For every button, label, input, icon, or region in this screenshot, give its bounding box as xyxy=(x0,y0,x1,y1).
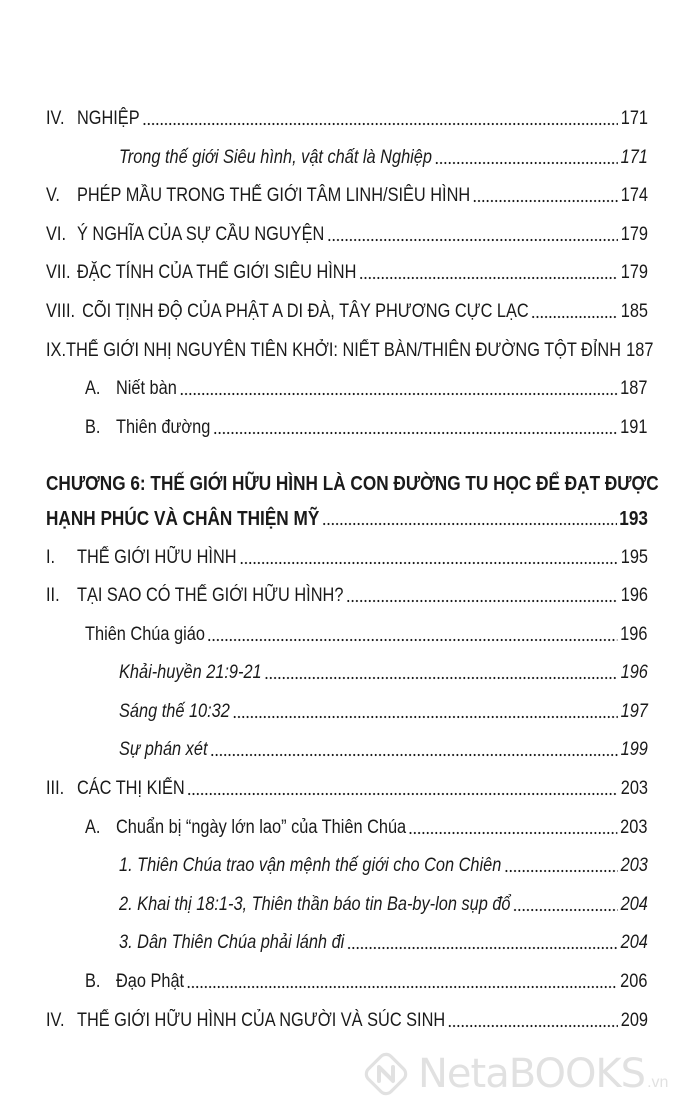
watermark-suffix: .vn xyxy=(647,1074,669,1091)
entry-number: IV. xyxy=(46,1010,65,1031)
chapter-heading: CHƯƠNG 6: THẾ GIỚI HỮU HÌNH LÀ CON ĐƯỜNG TU HỌC ĐỂ ĐẠT ĐƯỢC xyxy=(46,473,659,495)
entry-page: 171 xyxy=(620,108,648,129)
toc-entry xyxy=(46,223,648,247)
entry-title: Niết bàn xyxy=(115,378,177,399)
entry-page: 187 xyxy=(626,340,654,361)
toc-entry xyxy=(46,107,648,131)
toc-entry xyxy=(46,507,648,531)
entry-page: 203 xyxy=(620,778,648,799)
entry-title: 3. Dân Thiên Chúa phải lánh đi xyxy=(119,932,345,953)
entry-number: B. xyxy=(85,971,101,992)
entry-page: 191 xyxy=(620,417,648,438)
dot-leader xyxy=(448,1024,618,1028)
entry-page: 203 xyxy=(620,855,648,876)
toc-entry xyxy=(46,1009,648,1033)
watermark-brand: NetaBOOKS xyxy=(418,1051,646,1097)
toc-entry xyxy=(119,661,648,685)
entry-title: ĐẶC TÍNH CỦA THẾ GIỚI SIÊU HÌNH xyxy=(76,262,357,283)
toc-entry xyxy=(119,700,648,724)
entry-number: IV. xyxy=(46,108,65,129)
dot-leader xyxy=(327,238,618,242)
entry-page: 196 xyxy=(620,662,648,683)
entry-page: 179 xyxy=(620,262,648,283)
entry-number: A. xyxy=(85,817,101,838)
toc-entry xyxy=(85,623,647,647)
dot-leader xyxy=(504,869,618,873)
dot-leader xyxy=(473,199,618,203)
entry-title: Khải-huyền 21:9-21 xyxy=(119,662,262,683)
dot-leader xyxy=(322,522,617,526)
entry-page: 179 xyxy=(620,224,648,245)
entry-page: 196 xyxy=(620,585,648,606)
dot-leader xyxy=(210,753,618,757)
dot-leader xyxy=(531,315,618,319)
entry-number: VI. xyxy=(46,224,66,245)
entry-page: 171 xyxy=(620,147,648,168)
toc-entry xyxy=(46,300,648,324)
toc-entry xyxy=(46,184,648,208)
toc-entry xyxy=(46,584,648,608)
dot-leader xyxy=(513,908,618,912)
entry-title: CÁC THỊ KIẾN xyxy=(76,778,185,799)
dot-leader xyxy=(179,392,617,396)
dot-leader xyxy=(264,676,618,680)
toc-entry xyxy=(46,777,648,801)
entry-number: A. xyxy=(85,378,101,399)
entry-title: Trong thế giới Siêu hình, vật chất là Nghiệp xyxy=(119,147,432,168)
dot-leader xyxy=(346,599,618,603)
entry-page: 195 xyxy=(620,547,648,568)
entry-page: 196 xyxy=(620,624,648,645)
entry-title: 2. Khai thị 18:1-3, Thiên thần báo tin Ba-by-lon sụp đổ xyxy=(119,894,511,915)
entry-number: VIII. xyxy=(46,301,76,322)
toc-entry xyxy=(46,261,648,285)
toc-entry xyxy=(46,546,648,570)
entry-title: THẾ GIỚI HỮU HÌNH xyxy=(76,547,237,568)
dot-leader xyxy=(347,946,618,950)
entry-title: CÕI TỊNH ĐỘ CỦA PHẬT A DI ĐÀ, TÂY PHƯƠNG CỰC LẠC xyxy=(82,301,529,322)
dot-leader xyxy=(359,276,618,280)
entry-title: Chuẩn bị “ngày lớn lao” của Thiên Chúa xyxy=(115,817,407,838)
dot-leader xyxy=(232,715,618,719)
dot-leader xyxy=(187,792,618,796)
entry-page: 206 xyxy=(620,971,648,992)
entry-title: THẾ GIỚI HỮU HÌNH CỦA NGƯỜI VÀ SÚC SINH xyxy=(76,1010,446,1031)
toc-entry xyxy=(119,893,648,917)
dot-leader xyxy=(409,831,618,835)
entry-page: 185 xyxy=(620,301,648,322)
toc-entry xyxy=(85,416,647,440)
dot-leader xyxy=(435,161,619,165)
dot-leader xyxy=(213,431,618,435)
entry-title: Đạo Phật xyxy=(115,971,185,992)
toc-entry xyxy=(119,738,648,762)
toc-entry xyxy=(46,339,654,363)
entry-page: 203 xyxy=(620,817,648,838)
entry-number: II. xyxy=(46,585,60,606)
toc-entry xyxy=(119,854,648,878)
entry-title: TẠI SAO CÓ THẾ GIỚI HỮU HÌNH? xyxy=(76,585,344,606)
toc-entry xyxy=(85,377,647,401)
entry-number: I. xyxy=(46,547,56,568)
dot-leader xyxy=(207,638,617,642)
toc-entry xyxy=(85,816,647,840)
entry-page: 174 xyxy=(620,185,648,206)
entry-page: 199 xyxy=(620,739,648,760)
entry-number: VII. xyxy=(46,262,71,283)
dot-leader xyxy=(239,561,618,565)
entry-page: 209 xyxy=(620,1010,648,1031)
entry-page: 187 xyxy=(620,378,648,399)
dot-leader xyxy=(187,985,618,989)
entry-title: 1. Thiên Chúa trao vận mệnh thế giới cho Con Chiên xyxy=(119,855,502,876)
entry-title: Sáng thế 10:32 xyxy=(119,701,230,722)
dot-leader xyxy=(142,122,618,126)
entry-page: 204 xyxy=(620,894,648,915)
entry-number: III. xyxy=(46,778,65,799)
entry-page: 197 xyxy=(620,701,648,722)
entry-title: THẾ GIỚI NHỊ NGUYÊN TIÊN KHỞI: NIẾT BÀN/THIÊN ĐƯỜNG TỘT ĐỈNH xyxy=(65,340,622,361)
brand-logo-icon xyxy=(362,1050,410,1098)
watermark xyxy=(362,1044,692,1104)
entry-title: Thiên đường xyxy=(115,417,211,438)
entry-number: B. xyxy=(85,417,101,438)
entry-title: HẠNH PHÚC VÀ CHÂN THIỆN MỸ xyxy=(46,508,320,530)
entry-title: Thiên Chúa giáo xyxy=(85,624,205,645)
toc-entry xyxy=(119,931,648,955)
entry-number: IX. xyxy=(46,340,66,361)
entry-title: NGHIỆP xyxy=(76,108,140,129)
entry-page: 193 xyxy=(619,508,648,530)
entry-number: V. xyxy=(46,185,60,206)
entry-page: 204 xyxy=(620,932,648,953)
entry-title: PHÉP MẦU TRONG THẾ GIỚI TÂM LINH/SIÊU HÌNH xyxy=(76,185,471,206)
entry-title: Ý NGHĨA CỦA SỰ CẦU NGUYỆN xyxy=(76,224,325,245)
entry-title: Sự phán xét xyxy=(119,739,208,760)
toc-entry xyxy=(119,146,648,170)
toc-entry xyxy=(85,970,647,994)
